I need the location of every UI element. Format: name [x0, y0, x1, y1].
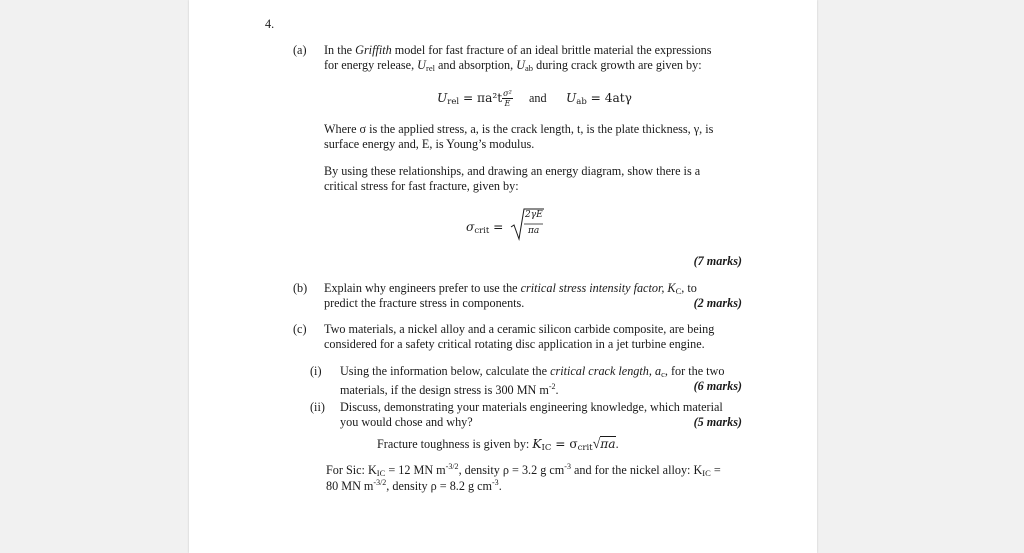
energy-diagram-line2: critical stress for fast fracture, given by:	[324, 179, 519, 193]
part-b-line1: Explain why engineers prefer to use the critical stress intensity factor, $K_C$, to	[324, 281, 697, 296]
part-c-i-label: (i)	[310, 364, 322, 378]
part-c-i-marks: (6 marks)	[693, 379, 742, 393]
part-a-line2: for energy release, $U_{rel}$ and absorption, $U_{ab}$ during crack growth are given by:	[324, 58, 702, 73]
part-a-line1: In the Griffith model for fast fracture of an ideal brittle material the expressions	[324, 43, 712, 57]
critical-stress-lhs: $\sigma_{crit}$ =	[466, 220, 504, 236]
where-line2: surface energy and, E, is Young’s modulus.	[324, 137, 535, 151]
material-data-line1: For Sic: $K_{IC} = 12$ MN $m^{-3/2}$, density ρ = 3.2 g $cm^{-3}$ and for the nickel alloy: $K_{IC}$ =	[326, 462, 721, 478]
part-a-marks: (7 marks)	[693, 254, 742, 268]
energy-release-equation: $U_{rel} = \pi a^2t$ $\frac{\text{σ²}}{E}$	[437, 89, 512, 108]
part-c-ii-line2: you would chose and why?	[340, 415, 473, 429]
part-c-label: (c)	[293, 322, 307, 336]
part-b-line2: predict the fracture stress in components.	[324, 296, 525, 310]
part-b-label: (b)	[293, 281, 308, 295]
part-a-label: (a)	[293, 43, 307, 57]
critical-stress-numerator: 2γE	[525, 210, 543, 220]
part-c-ii-label: (ii)	[310, 400, 325, 414]
material-data-line2: 80 MN $m^{-3/2}$, density ρ = 8.2 g $cm^{-3}$.	[326, 478, 502, 493]
question-number: 4.	[265, 17, 275, 31]
part-c-i-line2: materials, if the design stress is 300 MN $m^{-2}$.	[340, 382, 559, 397]
where-line1: Where σ is the applied stress, a, is the crack length, t, is the plate thickness, γ, is	[324, 122, 714, 136]
part-c-line2: considered for a safety critical rotating disc application in a jet turbine engine.	[324, 337, 705, 351]
part-c-line1: Two materials, a nickel alloy and a ceramic silicon carbide composite, are being	[324, 322, 715, 336]
fracture-toughness-line: Fracture toughness is given by: $K_{IC} = \sigma_{crit}√\pi a$.	[377, 437, 619, 453]
part-b-marks: (2 marks)	[693, 296, 742, 310]
part-c-ii-marks: (5 marks)	[693, 415, 742, 429]
equation-and: and	[529, 91, 547, 105]
energy-diagram-line1: By using these relationships, and drawing an energy diagram, show there is a	[324, 164, 701, 178]
energy-absorption-equation: $U_{ab} = 4at\gamma$	[566, 91, 632, 107]
exam-page	[189, 0, 817, 553]
critical-stress-denominator: πa	[528, 226, 540, 236]
part-c-i-line1: Using the information below, calculate the critical crack length, $a_c$, for the two	[340, 364, 725, 379]
part-c-ii-line1: Discuss, demonstrating your materials engineering knowledge, which material	[340, 400, 723, 414]
